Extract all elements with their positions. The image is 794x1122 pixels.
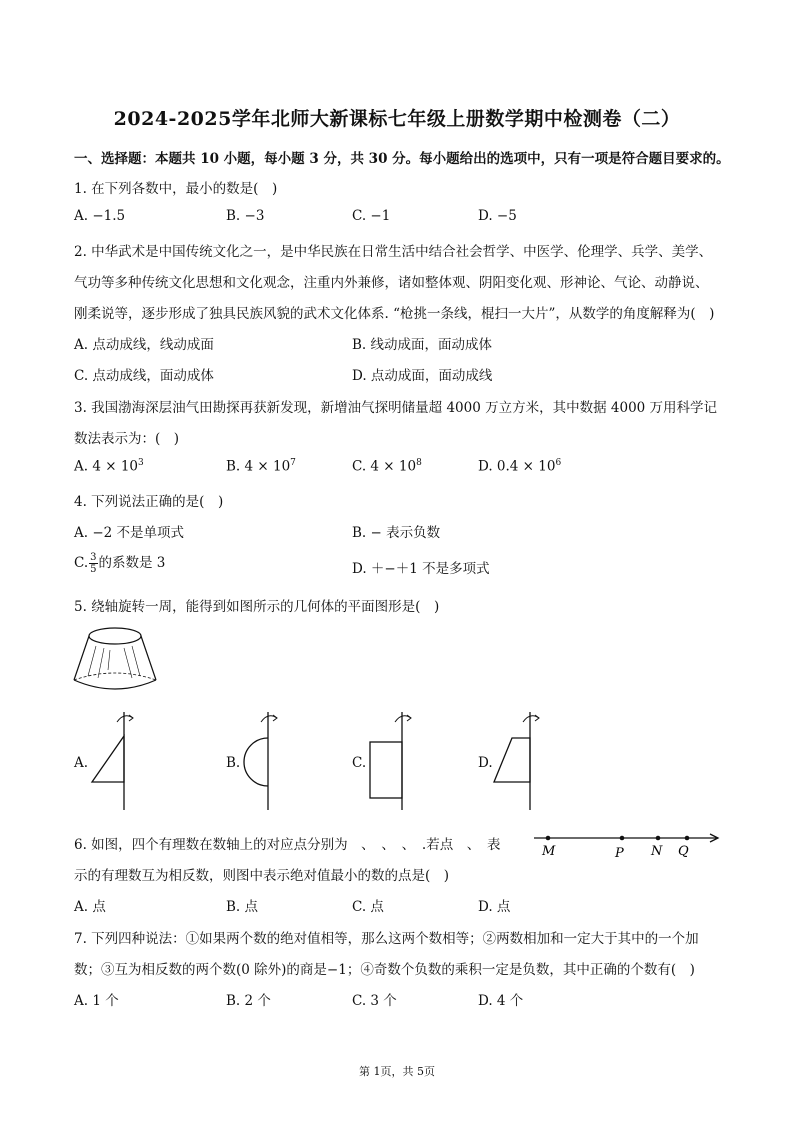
q1-option-a: A. −1.5	[74, 208, 126, 224]
q7-option-b: B. 2 个	[226, 993, 271, 1009]
axis-point-q	[685, 836, 690, 841]
axis-label-p: P	[615, 846, 624, 861]
q4-option-a: A. −2 不是单项式	[74, 525, 185, 541]
page-title: 2024-2025学年北师大新课标七年级上册数学期中检测卷（二）	[113, 108, 681, 130]
axis-label-m: M	[542, 844, 556, 859]
q5-option-b: B.	[226, 755, 241, 771]
q6-stem-line1: 6. 如图，四个有理数在数轴上的对应点分别为 、 、 、 .若点 、 表	[74, 837, 501, 853]
q2-option-b: B. 线动成面，面动成体	[352, 337, 493, 353]
number-line-figure	[528, 826, 724, 862]
section-heading: 一、选择题：本题共 10 小题，每小题 3 分，共 30 分。每小题给出的选项中，只有一项是符合题目要求的。	[74, 151, 730, 167]
q2-option-c: C. 点动成线，面动成体	[74, 368, 214, 384]
option-d-figure	[490, 706, 550, 814]
q1-option-d: D. −5	[478, 208, 517, 224]
q6-option-a: A. 点	[74, 899, 106, 915]
q7-option-c: C. 3 个	[352, 993, 397, 1009]
option-c-figure	[362, 706, 422, 814]
axis-point-p	[620, 836, 625, 841]
q3-option-b: B. $4 \times 10^7$	[226, 458, 296, 475]
fraction: $\frac{3}{5}$	[90, 552, 97, 575]
q4-option-d: D. ＋−＋1 不是多项式	[352, 561, 490, 577]
q5-option-d: D.	[478, 755, 493, 771]
q4-stem: 4. 下列说法正确的是( )	[74, 494, 224, 510]
option-a-figure	[86, 706, 146, 814]
q5-option-c: C.	[352, 755, 367, 771]
option-b-figure	[236, 706, 296, 814]
frustum-solid-figure	[60, 620, 170, 698]
q2-option-a: A. 点动成线，线动成面	[74, 337, 214, 353]
page-footer: 第 1页，共 5页	[359, 1065, 435, 1078]
q2-stem-line2: 气功等多种传统文化思想和文化观念，注重内外兼修，诸如整体观、阴阳变化观、形神论、气论、动静说、	[74, 275, 709, 291]
q3-option-a: A. $4 \times 10^3$	[74, 458, 144, 475]
q6-stem-line2: 示的有理数互为相反数，则图中表示绝对值最小的数的点是( )	[74, 868, 450, 884]
q1-option-c: C. −1	[352, 208, 391, 224]
q4-option-b: B. − 表示负数	[352, 525, 441, 541]
q1-option-b: B. −3	[226, 208, 265, 224]
q4-option-c: C. $\frac{3}{5}$ 的系数是 3	[74, 552, 166, 575]
q7-option-d: D. 4 个	[478, 993, 524, 1009]
q2-option-d: D. 点动成面，面动成线	[352, 368, 493, 384]
axis-point-n	[656, 836, 661, 841]
q7-option-a: A. 1 个	[74, 993, 119, 1009]
q6-option-c: C. 点	[352, 899, 384, 915]
q7-stem-line1: 7. 下列四种说法：①如果两个数的绝对值相等，那么这两个数相等；②两数相加和一定大于其中的一个加	[74, 931, 699, 947]
axis-label-n: N	[651, 844, 663, 859]
q3-stem-line1: 3. 我国渤海深层油气田勘探再获新发现，新增油气探明储量超 4000 万立方米，其中数据 4000 万用科学记	[74, 400, 718, 416]
q3-option-d: D. $0.4 \times 10^6$	[478, 458, 562, 475]
q5-option-a: A.	[74, 755, 89, 771]
q1-stem: 1. 在下列各数中，最小的数是( )	[74, 181, 278, 197]
q7-stem-line2: 数；③互为相反数的两个数(0 除外)的商是−1；④奇数个负数的乘积一定是负数，其中正确的个数有( )	[74, 962, 695, 978]
q2-stem-line3: 刚柔说等，逐步形成了独具民族风貌的武术文化体系. “枪挑一条线，棍扫一大片”，从数学的角度解释为( )	[74, 306, 715, 322]
q3-stem-line2: 数法表示为：( )	[74, 431, 180, 447]
axis-label-q: Q	[678, 844, 689, 859]
axis-point-m	[546, 836, 551, 841]
q6-option-b: B. 点	[226, 899, 259, 915]
q6-option-d: D. 点	[478, 899, 511, 915]
q5-stem: 5. 绕轴旋转一周，能得到如图所示的几何体的平面图形是( )	[74, 599, 440, 615]
q3-option-c: C. $4 \times 10^8$	[352, 458, 422, 475]
q2-stem-line1: 2. 中华武术是中国传统文化之一，是中华民族在日常生活中结合社会哲学、中医学、伦理学、兵学、美学、	[74, 244, 713, 260]
